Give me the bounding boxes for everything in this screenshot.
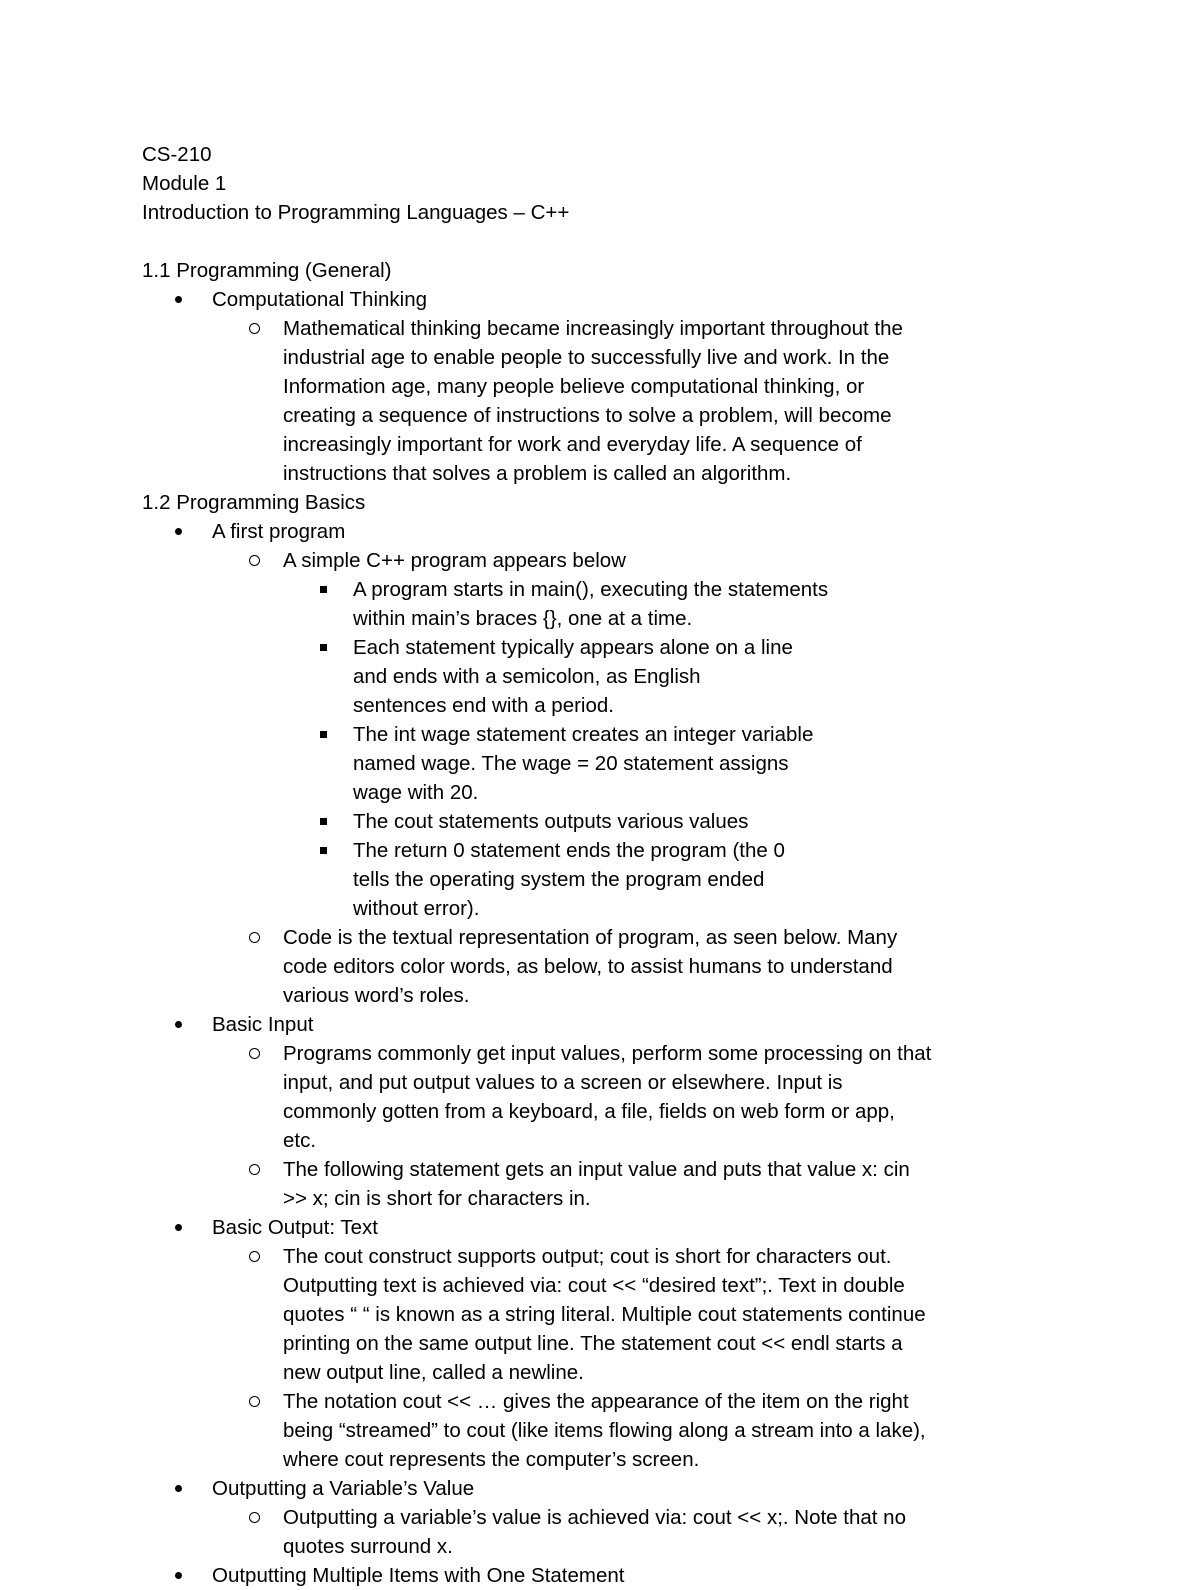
bullet-square-icon bbox=[315, 633, 331, 662]
course-code: CS-210 bbox=[142, 143, 212, 166]
bullet-circle-icon bbox=[246, 1387, 262, 1416]
bullet-circle-icon bbox=[246, 1039, 262, 1068]
document-title: Introduction to Programming Languages – C++ bbox=[142, 201, 570, 224]
bullet-basic-output: Basic Output: Text bbox=[142, 1213, 1072, 1242]
sub-bullet-cout-construct: The cout construct supports output; cout is short for characters out. Outputting text is achieved via: cout << “desired text”;. Text in double quotes “ “ is known as a string literal. Multiple cout statements continue printing on the same output line. The statement cout << endl starts a new output line, called a newline. bbox=[142, 1242, 933, 1387]
section-heading-1-2: 1.2 Programming Basics bbox=[142, 491, 366, 514]
document-page bbox=[142, 140, 1072, 1590]
sub-bullet-mathematical-thinking: Mathematical thinking became increasingly important throughout the industrial age to enable people to successfully live and work. In the Information age, many people believe computational thinking, or creating a sequence of instructions to solve a problem, will become increasingly important for work and everyday life. A sequence of instructions that solves a problem is called an algorithm. bbox=[142, 314, 923, 488]
bullet-square-icon bbox=[315, 720, 331, 749]
bullet-square-icon bbox=[315, 575, 331, 604]
bullet-dot-icon bbox=[170, 285, 186, 314]
bullet-circle-icon bbox=[246, 314, 262, 343]
bullet-square-icon bbox=[315, 836, 331, 865]
sub-bullet-cin-statement: The following statement gets an input value and puts that value x: cin >> x; cin is short for characters in. bbox=[142, 1155, 933, 1213]
sub-sub-bullet-cout: The cout statements outputs various values bbox=[142, 807, 1072, 836]
sub-sub-bullet-statement: Each statement typically appears alone on a line and ends with a semicolon, as English sentences end with a period. bbox=[142, 633, 793, 720]
bullet-dot-icon bbox=[170, 1474, 186, 1503]
bullet-square-icon bbox=[315, 807, 331, 836]
bullet-variable-value: Outputting a Variable’s Value bbox=[142, 1474, 1072, 1503]
bullet-circle-icon bbox=[246, 923, 262, 952]
sub-bullet-variable-cout: Outputting a variable’s value is achieved via: cout << x;. Note that no quotes surround x. bbox=[142, 1503, 933, 1561]
sub-bullet-programs-input: Programs commonly get input values, perform some processing on that input, and put output values to a screen or elsewhere. Input is commonly gotten from a keyboard, a file, fields on web form or app, etc. bbox=[142, 1039, 933, 1155]
sub-bullet-cout-notation: The notation cout << … gives the appearance of the item on the right being “streamed” to cout (like items flowing along a stream into a lake), where cout represents the computer’s screen. bbox=[142, 1387, 933, 1474]
sub-sub-bullet-int-wage: The int wage statement creates an integer variable named wage. The wage = 20 statement assigns wage with 20. bbox=[142, 720, 833, 807]
sub-bullet-simple-program: A simple C++ program appears below bbox=[142, 546, 1072, 575]
bullet-circle-icon bbox=[246, 1503, 262, 1532]
sub-sub-bullet-return: The return 0 statement ends the program (the 0 tells the operating system the program ended without error). bbox=[142, 836, 793, 923]
module-label: Module 1 bbox=[142, 172, 227, 195]
bullet-circle-icon bbox=[246, 1242, 262, 1271]
bullet-computational-thinking: Computational Thinking bbox=[142, 285, 1072, 314]
bullet-basic-input: Basic Input bbox=[142, 1010, 1072, 1039]
bullet-dot-icon bbox=[170, 1010, 186, 1039]
bullet-circle-icon bbox=[246, 546, 262, 575]
bullet-multiple-items: Outputting Multiple Items with One Statement bbox=[142, 1561, 1072, 1590]
blank-line bbox=[142, 227, 1072, 256]
bullet-dot-icon bbox=[170, 517, 186, 546]
section-heading-1-1: 1.1 Programming (General) bbox=[142, 259, 392, 282]
sub-bullet-code-textual: Code is the textual representation of program, as seen below. Many code editors color words, as below, to assist humans to understand various word’s roles. bbox=[142, 923, 933, 1010]
bullet-dot-icon bbox=[170, 1213, 186, 1242]
bullet-dot-icon bbox=[170, 1561, 186, 1590]
bullet-circle-icon bbox=[246, 1155, 262, 1184]
sub-sub-bullet-main: A program starts in main(), executing the statements within main’s braces {}, one at a time. bbox=[142, 575, 853, 633]
bullet-first-program: A first program bbox=[142, 517, 1072, 546]
